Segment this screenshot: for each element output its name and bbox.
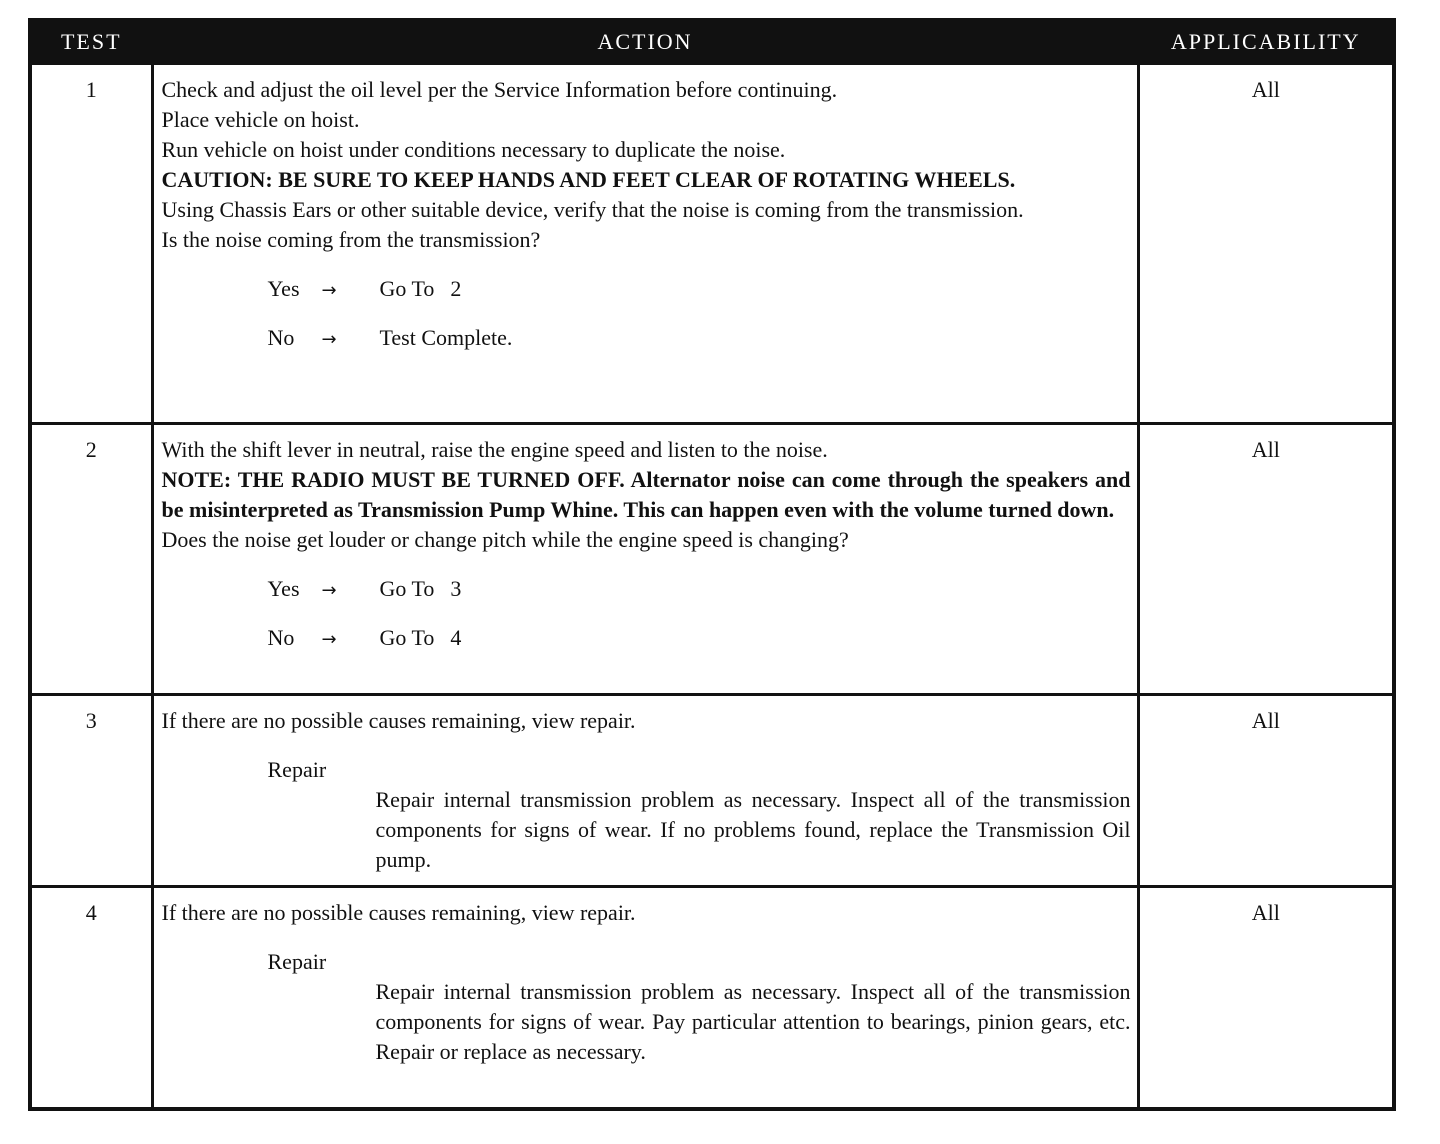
table-header-row bbox=[30, 20, 1394, 64]
test-number: 2 bbox=[30, 424, 152, 695]
header-test: TEST bbox=[30, 20, 152, 64]
branch-answer: Yes bbox=[267, 576, 300, 601]
action-line: If there are no possible causes remaining, view repair. bbox=[161, 708, 636, 733]
action-line: Check and adjust the oil level per the Service Information before continuing. bbox=[161, 77, 838, 102]
action-line: With the shift lever in neutral, raise the engine speed and listen to the noise. bbox=[161, 437, 828, 462]
branch-target: 3 bbox=[450, 576, 462, 601]
branch-yes[interactable] bbox=[268, 574, 1131, 604]
repair-text: Repair internal transmission problem as necessary. Inspect all of the transmission components for signs of wear. Pay particular attention to bearings, pinion gears, etc. Repair or replace as necessary. bbox=[375, 979, 1131, 1064]
branch-yes[interactable] bbox=[268, 274, 1131, 304]
action-line: Place vehicle on hoist. bbox=[161, 107, 360, 132]
question-text: Does the noise get louder or change pitch while the engine speed is changing? bbox=[161, 527, 849, 552]
table-row bbox=[30, 424, 1394, 695]
repair-text: Repair internal transmission problem as necessary. Inspect all of the transmission components for signs of wear. If no problems found, replace the Transmission Oil pump. bbox=[375, 787, 1131, 872]
table-row bbox=[30, 64, 1394, 424]
branch-no[interactable] bbox=[268, 623, 1131, 653]
applicability-cell: All bbox=[1138, 424, 1394, 695]
table-row bbox=[30, 887, 1394, 1109]
branch-answer: Yes bbox=[267, 276, 300, 301]
branch-goto: Go To bbox=[379, 276, 435, 301]
note-text: NOTE: THE RADIO MUST BE TURNED OFF. Alternator noise can come through the speakers and be misinterpreted as Transmission Pump Whine. This can happen even with the volume turned down. bbox=[161, 467, 1131, 522]
branch-target: Test Complete. bbox=[379, 325, 513, 350]
action-line: If there are no possible causes remaining, view repair. bbox=[161, 900, 636, 925]
applicability-cell: All bbox=[1138, 695, 1394, 887]
header-applicability: APPLICABILITY bbox=[1138, 20, 1394, 64]
test-number: 4 bbox=[30, 887, 152, 1109]
branch-answer: No bbox=[267, 625, 295, 650]
action-cell bbox=[152, 695, 1138, 887]
applicability-cell: All bbox=[1138, 887, 1394, 1109]
caution-text: CAUTION: BE SURE TO KEEP HANDS AND FEET CLEAR OF ROTATING WHEELS. bbox=[161, 167, 1016, 192]
branch-target: 4 bbox=[450, 625, 462, 650]
action-cell bbox=[152, 887, 1138, 1109]
table-row bbox=[30, 695, 1394, 887]
repair-label[interactable]: Repair bbox=[267, 949, 327, 974]
test-number: 3 bbox=[30, 695, 152, 887]
repair-label[interactable]: Repair bbox=[267, 757, 327, 782]
diagnostic-test-table bbox=[28, 18, 1396, 1111]
arrow-right-icon: → bbox=[321, 329, 337, 350]
action-line: Using Chassis Ears or other suitable device, verify that the noise is coming from the transmission. bbox=[161, 197, 1024, 222]
header-action: ACTION bbox=[152, 20, 1138, 64]
branch-target: 2 bbox=[450, 276, 462, 301]
action-cell bbox=[152, 64, 1138, 424]
action-cell bbox=[152, 424, 1138, 695]
branch-answer: No bbox=[267, 325, 295, 350]
applicability-cell: All bbox=[1138, 64, 1394, 424]
branch-goto: Go To bbox=[379, 576, 435, 601]
arrow-right-icon: → bbox=[321, 280, 337, 301]
action-line: Run vehicle on hoist under conditions necessary to duplicate the noise. bbox=[161, 137, 786, 162]
arrow-right-icon: → bbox=[321, 629, 337, 650]
test-number: 1 bbox=[30, 64, 152, 424]
arrow-right-icon: → bbox=[321, 580, 337, 601]
branch-no[interactable] bbox=[268, 323, 1131, 353]
question-text: Is the noise coming from the transmission? bbox=[161, 227, 541, 252]
branch-goto: Go To bbox=[379, 625, 435, 650]
